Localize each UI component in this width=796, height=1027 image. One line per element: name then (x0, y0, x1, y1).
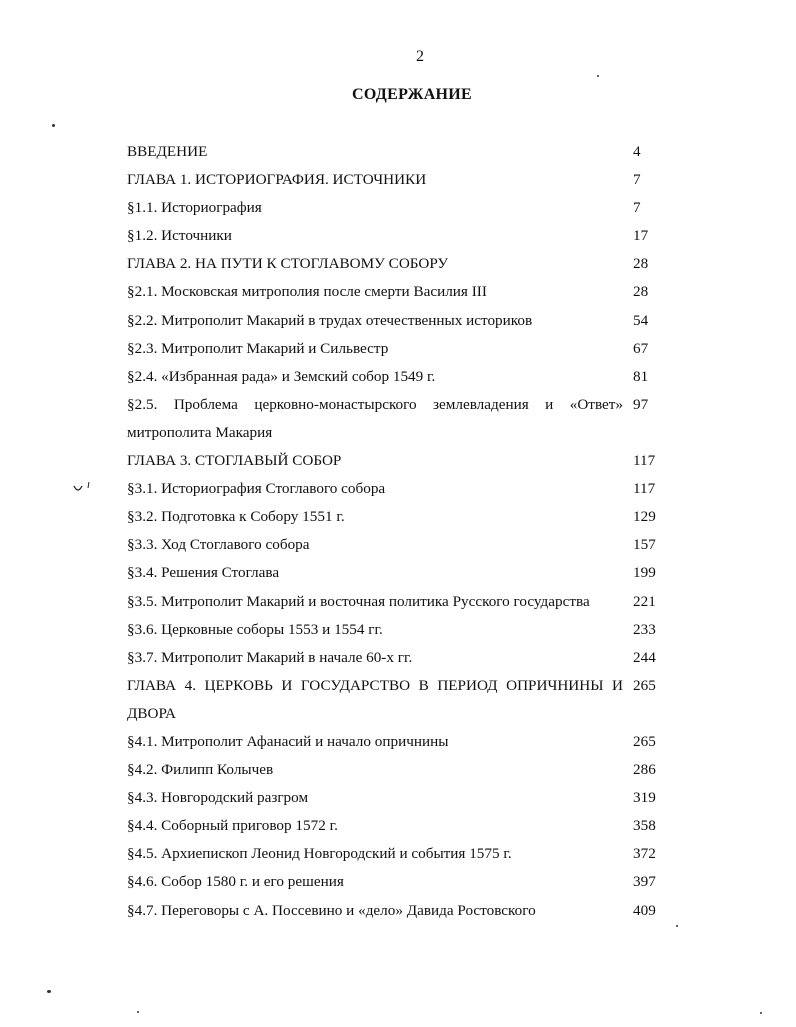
scan-speck (676, 925, 678, 927)
scan-speck (137, 1011, 139, 1013)
toc-entry-title: §4.7. Переговоры с А. Поссевино и «дело» Давида Ростовского (127, 901, 536, 919)
toc-entry-title: §3.2. Подготовка к Собору 1551 г. (127, 508, 345, 526)
toc-entry-page: 199 (633, 564, 656, 582)
toc-entry (127, 250, 667, 278)
toc-entry-page: 244 (633, 648, 656, 666)
toc-entry-page: 28 (633, 255, 649, 273)
toc-entry-page: 28 (633, 283, 649, 301)
toc-entry-title: ГЛАВА 1. ИСТОРИОГРАФИЯ. ИСТОЧНИКИ (127, 171, 427, 189)
toc-entry (127, 391, 667, 447)
toc-entry-page: 372 (633, 845, 656, 863)
toc-entry-title: §3.5. Митрополит Макарий и восточная политика Русского государства (127, 592, 590, 610)
toc-entry (127, 672, 667, 728)
toc-entry-title: §4.1. Митрополит Афанасий и начало опричнины (127, 732, 449, 750)
toc-entry-title: ВВЕДЕНИЕ (127, 143, 208, 160)
toc-entry (127, 363, 667, 391)
toc-entry (127, 503, 667, 531)
toc-entry-title: §4.6. Собор 1580 г. и его решения (127, 873, 344, 891)
toc-entry-page: 397 (633, 873, 656, 891)
toc-entry-page: 265 (633, 676, 656, 694)
scan-speck (597, 75, 599, 77)
toc-entry-page: 4 (633, 143, 641, 160)
toc-entry (127, 728, 667, 756)
toc-entry-title: §4.2. Филипп Колычев (127, 761, 274, 779)
toc-entry-title: §2.1. Московская митрополия после смерти Василия III (127, 283, 487, 301)
toc-entry-title: §4.4. Соборный приговор 1572 г. (127, 817, 338, 835)
page-number: 2 (416, 48, 424, 65)
toc-entry (127, 307, 667, 335)
toc-entry-title: §2.3. Митрополит Макарий и Сильвестр (127, 339, 389, 357)
toc-entry (127, 840, 667, 868)
toc-entry (127, 531, 667, 559)
toc-entry-page: 54 (633, 311, 649, 329)
toc-entry-title: ГЛАВА 4. ЦЕРКОВЬ И ГОСУДАРСТВО В ПЕРИОД ОПРИЧНИНЫ И ДВОРА (127, 676, 623, 722)
toc-entry-title: §4.3. Новгородский разгром (127, 789, 309, 807)
scan-speck (47, 990, 51, 993)
toc-entry-title: §3.6. Церковные соборы 1553 и 1554 гг. (127, 620, 383, 638)
toc-entry (127, 559, 667, 587)
toc-entry-page: 7 (633, 199, 641, 217)
toc-entry (127, 166, 667, 194)
toc-entry-title: §3.4. Решения Стоглава (127, 564, 280, 582)
toc-entry (127, 812, 667, 840)
margin-tick-mark (72, 480, 94, 496)
toc-entry-page: 67 (633, 339, 649, 357)
toc-entry (127, 138, 667, 166)
toc-entry (127, 897, 667, 925)
toc-entry-title: §2.5. Проблема церковно-монастырского землевладения и «Ответ» митрополита Макария (127, 395, 623, 441)
toc-title: СОДЕРЖАНИЕ (351, 86, 473, 103)
toc-entry-page: 157 (633, 536, 656, 554)
scan-speck (52, 124, 55, 127)
toc-entry-title: §3.3. Ход Стоглавого собора (127, 536, 310, 554)
toc-entry-page: 221 (633, 592, 656, 610)
toc-entry-page: 233 (633, 620, 656, 638)
toc-entry-title: §1.1. Историография (127, 199, 262, 217)
toc-entry-title: §2.4. «Избранная рада» и Земский собор 1549 г. (127, 367, 436, 385)
toc-entry-page: 265 (633, 732, 656, 750)
toc-entry (127, 644, 667, 672)
toc-entry-title: §3.1. Историография Стоглавого собора (127, 480, 386, 498)
toc-entry (127, 278, 667, 306)
table-of-contents (127, 138, 667, 925)
toc-entry-page: 117 (633, 452, 656, 470)
toc-entry (127, 616, 667, 644)
toc-entry (127, 475, 667, 503)
toc-entry-title: ГЛАВА 2. НА ПУТИ К СТОГЛАВОМУ СОБОРУ (127, 255, 449, 273)
toc-entry-page: 97 (633, 395, 649, 413)
toc-entry-page: 409 (633, 901, 656, 919)
toc-entry-title: §1.2. Источники (127, 227, 232, 245)
toc-entry (127, 222, 667, 250)
toc-entry (127, 784, 667, 812)
toc-entry (127, 868, 667, 896)
toc-entry (127, 194, 667, 222)
toc-entry-title: ГЛАВА 3. СТОГЛАВЫЙ СОБОР (127, 452, 342, 470)
toc-entry (127, 335, 667, 363)
toc-entry (127, 588, 667, 616)
toc-entry-title: §2.2. Митрополит Макарий в трудах отечественных историков (127, 311, 533, 329)
toc-entry-page: 358 (633, 817, 656, 835)
toc-entry-page: 81 (633, 367, 649, 385)
toc-entry-title: §4.5. Архиепископ Леонид Новгородский и события 1575 г. (127, 845, 512, 863)
toc-entry-page: 117 (633, 480, 656, 498)
toc-entry-title: §3.7. Митрополит Макарий в начале 60-х гг. (127, 648, 413, 666)
toc-entry (127, 447, 667, 475)
toc-entry-page: 129 (633, 508, 656, 526)
toc-entry-page: 286 (633, 761, 656, 779)
scan-speck (760, 1012, 762, 1014)
toc-entry-page: 17 (633, 227, 649, 245)
toc-entry (127, 756, 667, 784)
toc-entry-page: 7 (633, 171, 641, 189)
toc-entry-page: 319 (633, 789, 656, 807)
